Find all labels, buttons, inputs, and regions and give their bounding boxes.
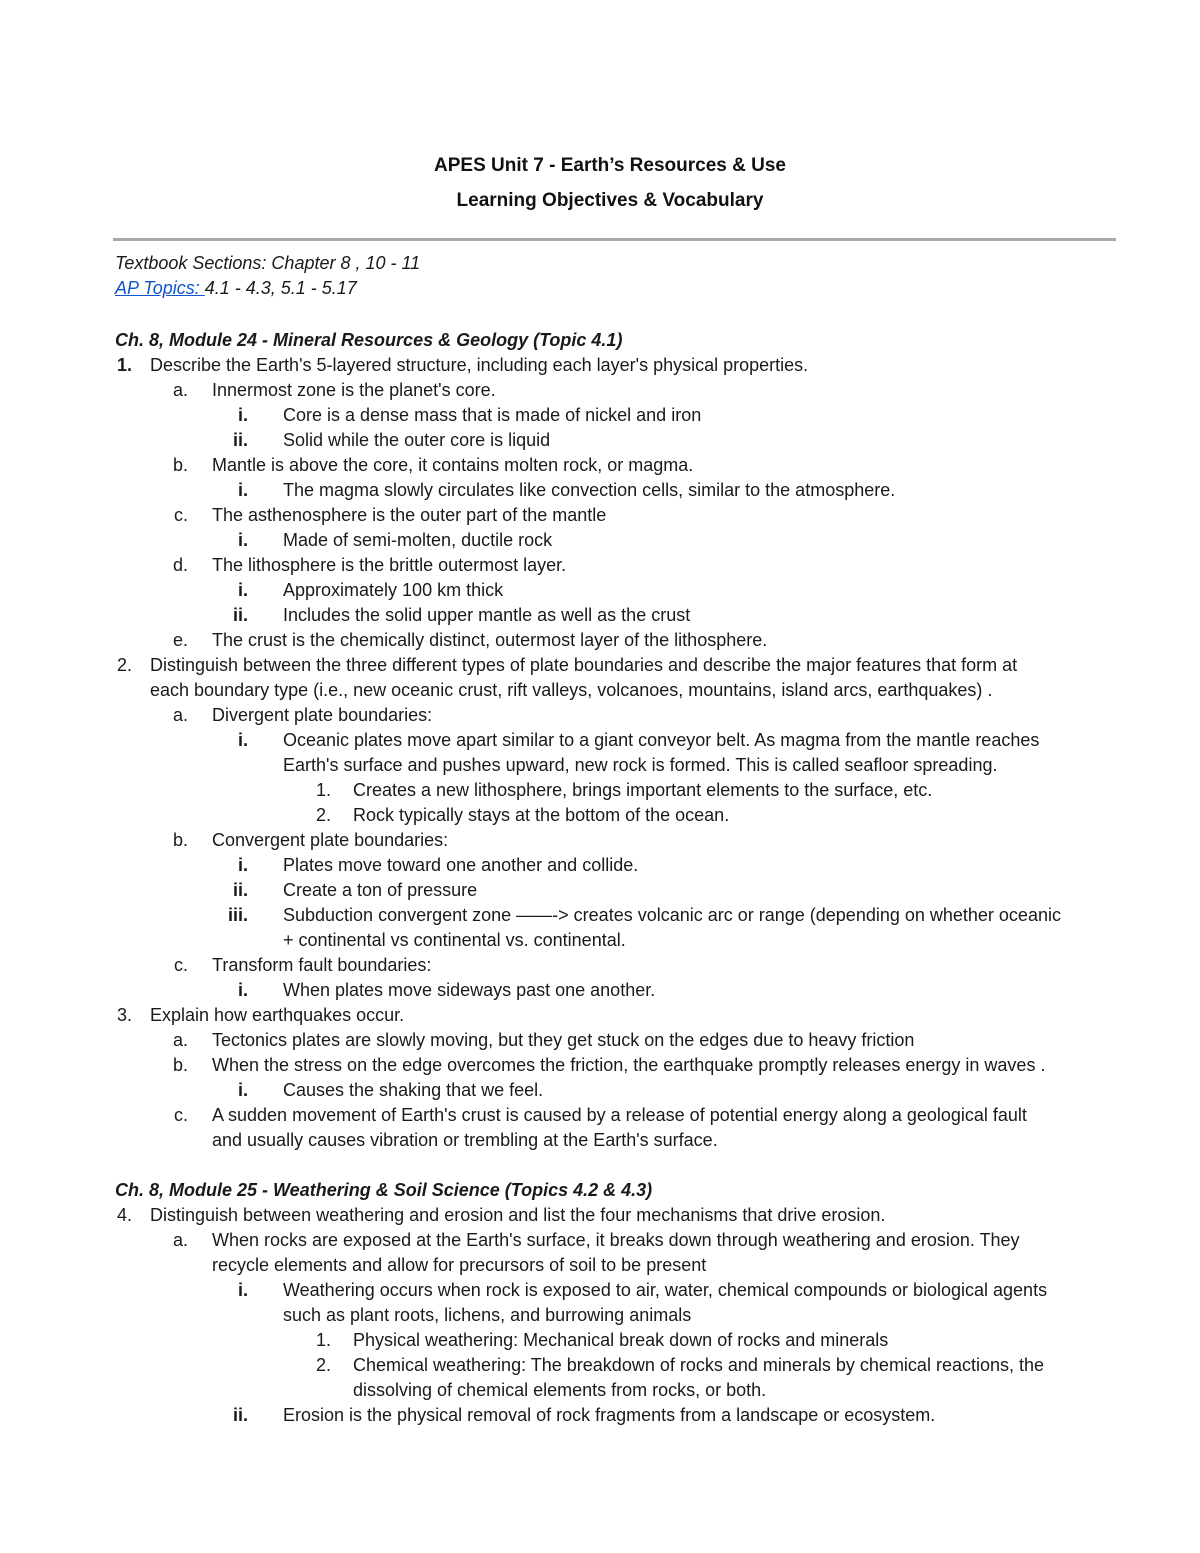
list-item-continuation: + continental vs continental vs. continental. (283, 930, 626, 950)
list-marker: iii. (227, 905, 248, 925)
list-item: A sudden movement of Earth's crust is caused by a release of potential energy along a geological fault (212, 1105, 1027, 1125)
list-item-continuation: dissolving of chemical elements from rocks, or both. (353, 1380, 767, 1400)
list-item: Distinguish between weathering and erosion and list the four mechanisms that drive erosion. (150, 1205, 886, 1225)
document-subtitle: Learning Objectives & Vocabulary (456, 190, 764, 211)
list-marker: 2. (315, 805, 331, 825)
list-item: When the stress on the edge overcomes the friction, the earthquake promptly releases energy in waves . (212, 1055, 1046, 1075)
list-item: Weathering occurs when rock is exposed to air, water, chemical compounds or biological agents (283, 1280, 1048, 1300)
list-marker: 2. (116, 655, 132, 675)
list-item: Plates move toward one another and collide. (283, 855, 639, 875)
textbook-sections: Textbook Sections: Chapter 8 , 10 - 11 (115, 253, 421, 273)
list-item-continuation: each boundary type (i.e., new oceanic crust, rift valleys, volcanoes, mountains, island arcs, earthquakes) . (150, 680, 993, 700)
list-item: Includes the solid upper mantle as well as the crust (283, 605, 691, 625)
list-marker: 1. (315, 780, 331, 800)
list-item: Erosion is the physical removal of rock fragments from a landscape or ecosystem. (283, 1405, 936, 1425)
list-item: Mantle is above the core, it contains molten rock, or magma. (212, 455, 694, 475)
list-item: Explain how earthquakes occur. (150, 1005, 405, 1025)
list-marker: d. (172, 555, 188, 575)
list-item: The lithosphere is the brittle outermost layer. (212, 555, 567, 575)
list-marker: 4. (116, 1205, 132, 1225)
list-marker: i. (237, 530, 248, 550)
list-item: Convergent plate boundaries: (212, 830, 449, 850)
list-item: When rocks are exposed at the Earth's surface, it breaks down through weathering and erosion. They (212, 1230, 1020, 1250)
list-item: Create a ton of pressure (283, 880, 478, 900)
list-item: Core is a dense mass that is made of nickel and iron (283, 405, 702, 425)
list-item: Transform fault boundaries: (212, 955, 432, 975)
list-marker: i. (237, 1280, 248, 1300)
list-item: Physical weathering: Mechanical break down of rocks and minerals (353, 1330, 889, 1350)
list-marker: i. (237, 580, 248, 600)
list-item: Distinguish between the three different types of plate boundaries and describe the major features that form at (150, 655, 1018, 675)
list-marker: a. (172, 705, 188, 725)
list-marker: ii. (232, 605, 248, 625)
horizontal-divider (113, 238, 1116, 241)
list-marker: i. (237, 1080, 248, 1100)
list-item: Tectonics plates are slowly moving, but they get stuck on the edges due to heavy friction (212, 1030, 915, 1050)
list-marker: b. (172, 455, 188, 475)
list-marker: 1. (116, 355, 132, 375)
list-marker: ii. (232, 880, 248, 900)
list-item: Made of semi-molten, ductile rock (283, 530, 553, 550)
list-marker: ii. (232, 430, 248, 450)
list-marker: i. (237, 855, 248, 875)
section-heading-module-25: Ch. 8, Module 25 - Weathering & Soil Science (Topics 4.2 & 4.3) (115, 1180, 653, 1200)
list-marker: i. (237, 480, 248, 500)
ap-topics-link[interactable]: AP Topics: (115, 278, 205, 298)
ap-topics-line (115, 276, 357, 301)
list-item-continuation: Earth's surface and pushes upward, new rock is formed. This is called seafloor spreading. (283, 755, 998, 775)
list-marker: 2. (315, 1355, 331, 1375)
list-item: The asthenosphere is the outer part of the mantle (212, 505, 607, 525)
list-item: Subduction convergent zone ——-> creates volcanic arc or range (depending on whether oceanic (283, 905, 1061, 925)
list-marker: i. (237, 405, 248, 425)
list-marker: a. (172, 380, 188, 400)
list-item: When plates move sideways past one another. (283, 980, 656, 1000)
list-marker: c. (173, 505, 188, 525)
list-item: Approximately 100 km thick (283, 580, 504, 600)
section-heading-module-24: Ch. 8, Module 24 - Mineral Resources & Geology (Topic 4.1) (115, 330, 623, 350)
list-item: Chemical weathering: The breakdown of rocks and minerals by chemical reactions, the (353, 1355, 1045, 1375)
list-marker: e. (172, 630, 188, 650)
list-marker: ii. (232, 1405, 248, 1425)
list-item-continuation: and usually causes vibration or trembling at the Earth's surface. (212, 1130, 718, 1150)
list-marker: 3. (116, 1005, 132, 1025)
list-marker: i. (237, 730, 248, 750)
list-marker: c. (173, 1105, 188, 1125)
list-item: Describe the Earth's 5-layered structure, including each layer's physical properties. (150, 355, 809, 375)
list-item: The magma slowly circulates like convection cells, similar to the atmosphere. (283, 480, 896, 500)
list-marker: 1. (315, 1330, 331, 1350)
list-item: Solid while the outer core is liquid (283, 430, 551, 450)
list-item: Divergent plate boundaries: (212, 705, 433, 725)
document-title: APES Unit 7 - Earth’s Resources & Use (434, 155, 786, 176)
list-marker: a. (172, 1030, 188, 1050)
list-item: The crust is the chemically distinct, outermost layer of the lithosphere. (212, 630, 768, 650)
list-item: Creates a new lithosphere, brings important elements to the surface, etc. (353, 780, 933, 800)
list-marker: c. (173, 955, 188, 975)
list-marker: a. (172, 1230, 188, 1250)
list-item: Oceanic plates move apart similar to a giant conveyor belt. As magma from the mantle reaches (283, 730, 1040, 750)
list-item: Rock typically stays at the bottom of the ocean. (353, 805, 730, 825)
list-item: Causes the shaking that we feel. (283, 1080, 544, 1100)
list-marker: b. (172, 830, 188, 850)
ap-topics-value: 4.1 - 4.3, 5.1 - 5.17 (204, 278, 357, 298)
list-item-continuation: recycle elements and allow for precursors of soil to be present (212, 1255, 707, 1275)
list-item: Innermost zone is the planet's core. (212, 380, 496, 400)
list-item-continuation: such as plant roots, lichens, and burrowing animals (283, 1305, 692, 1325)
list-marker: i. (237, 980, 248, 1000)
list-marker: b. (172, 1055, 188, 1075)
